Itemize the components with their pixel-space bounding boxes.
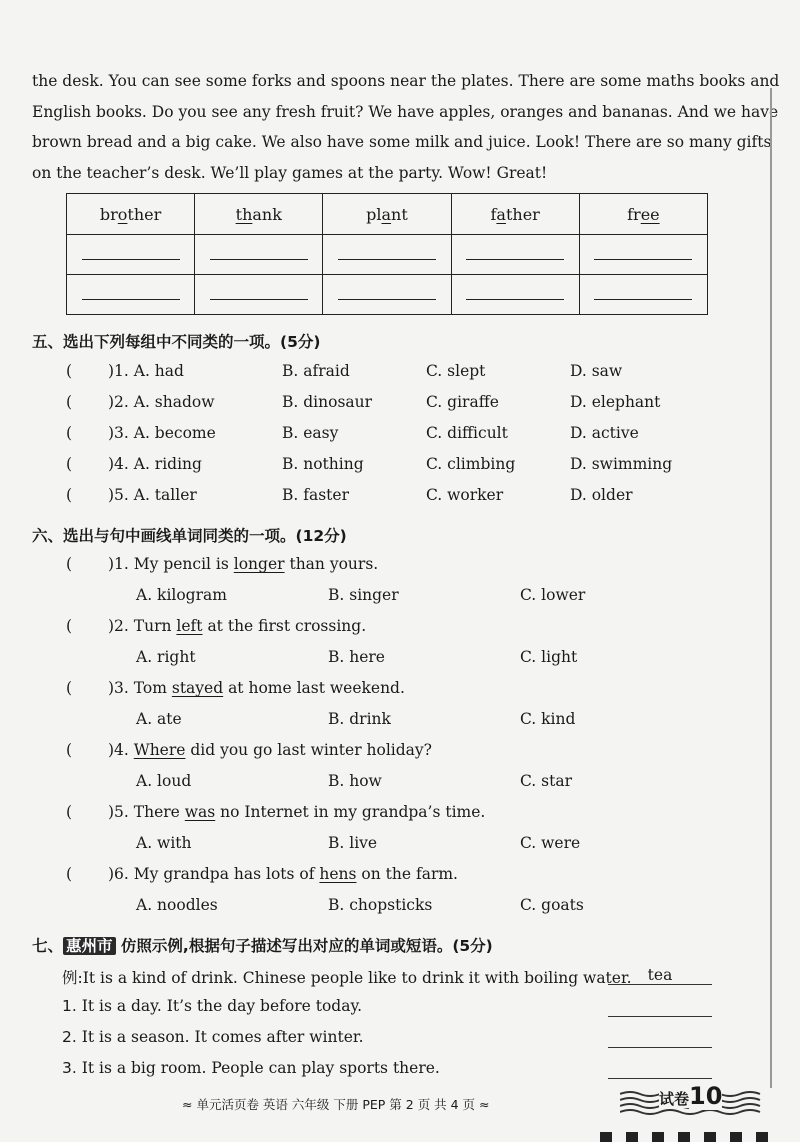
option-c: C. star [520,772,572,790]
phonics-word: free [579,194,707,235]
option-c: C. giraffe [426,393,499,411]
phonics-answer-row [67,235,708,275]
answer-blank[interactable] [210,285,308,300]
phonics-word: brother [67,194,195,235]
option-c: C. slept [426,362,486,380]
option-b: B. nothing [282,455,364,473]
answer-paren[interactable]: ( [66,486,73,504]
option-a: A. ate [136,710,182,728]
phonics-table [66,193,708,315]
phonics-word: father [451,194,579,235]
answer-blank[interactable] [594,245,692,260]
option-d: D. active [570,424,639,442]
option-d: D. older [570,486,633,504]
answer-blank[interactable] [82,285,180,300]
answer-paren[interactable]: ( [66,455,73,473]
option-a: A. noodles [136,896,218,914]
option-c: C. difficult [426,424,508,442]
underlined-word: Where [133,741,186,759]
passage-line: on the teacher’s desk. We’ll play games at the party. Wow! Great! [32,163,548,182]
option-a: )1. A. had [108,362,184,380]
example-answer: tea [608,966,712,985]
question-text: )2. Turn left at the first crossing. [108,617,367,635]
option-b: B. here [328,648,385,666]
option-b: B. drink [328,710,391,728]
section7-question: 2. It is a season. It comes after winter. [62,1028,364,1046]
page-footer: ≈ 单元活页卷 英语 六年级 下册 PEP 第 2 页 共 4 页 ≈ [182,1097,490,1112]
option-d: D. saw [570,362,623,380]
option-b: B. afraid [282,362,350,380]
section7-title: 七、 惠州市 仿照示例,根据句子描述写出对应的单词或短语。(5分) [32,937,493,955]
answer-paren[interactable]: ( [66,865,73,883]
option-b: B. singer [328,586,399,604]
option-d: D. swimming [570,455,673,473]
passage-line: English books. Do you see any fresh fruit? We have apples, oranges and bananas. And we have [32,102,779,121]
region-tag: 惠州市 [63,937,116,955]
answer-paren[interactable]: ( [66,424,73,442]
answer-paren[interactable]: ( [66,679,73,697]
question-text: )6. My grandpa has lots of hens on the farm. [108,865,458,883]
underlined-word: left [176,617,203,635]
question-text: )5. There was no Internet in my grandpa’s time. [108,803,486,821]
reading-passage [32,66,780,188]
option-a: )2. A. shadow [108,393,215,411]
option-c: C. light [520,648,578,666]
answer-paren[interactable]: ( [66,617,73,635]
option-b: B. how [328,772,382,790]
answer-paren[interactable]: ( [66,555,73,573]
option-c: C. kind [520,710,576,728]
answer-blank[interactable] [466,245,564,260]
option-c: C. lower [520,586,586,604]
option-c: C. climbing [426,455,516,473]
question-text: )3. Tom stayed at home last weekend. [108,679,405,697]
underlined-word: stayed [171,679,224,697]
page-binding-edge [770,88,780,1088]
phonics-answer-row [67,275,708,315]
option-a: A. kilogram [136,586,227,604]
answer-paren[interactable]: ( [66,393,73,411]
option-b: B. faster [282,486,349,504]
option-a: )5. A. taller [108,486,197,504]
option-b: B. easy [282,424,339,442]
option-a: )4. A. riding [108,455,202,473]
answer-blank[interactable] [338,285,436,300]
phonics-header-row [67,194,708,235]
option-a: A. loud [136,772,192,790]
option-b: B. live [328,834,378,852]
underlined-word: hens [319,865,357,883]
option-c: C. were [520,834,581,852]
answer-line[interactable] [608,1060,712,1079]
underlined-word: longer [233,555,285,573]
answer-blank[interactable] [338,245,436,260]
answer-blank[interactable] [82,245,180,260]
answer-line[interactable] [608,1029,712,1048]
phonics-word: thank [195,194,323,235]
passage-line: the desk. You can see some forks and spoons near the plates. There are some maths books and [32,72,780,90]
option-d: D. elephant [570,393,661,411]
section7-question: 1. It is a day. It’s the day before today. [62,997,363,1015]
answer-blank[interactable] [594,285,692,300]
section5-title: 五、选出下列每组中不同类的一项。(5分) [32,333,321,351]
option-b: B. chopsticks [328,896,433,914]
option-a: A. with [136,834,192,852]
answer-blank[interactable] [466,285,564,300]
option-b: B. dinosaur [282,393,373,411]
underlined-word: was [184,803,216,821]
question-text: )4. Where did you go last winter holiday? [108,741,432,759]
answer-paren[interactable]: ( [66,803,73,821]
answer-line[interactable] [608,998,712,1017]
option-c: C. worker [426,486,504,504]
answer-paren[interactable]: ( [66,741,73,759]
option-a: A. right [136,648,196,666]
section7-question: 3. It is a big room. People can play sports there. [62,1059,440,1077]
paper-number-badge: 试卷10 [659,1082,723,1110]
passage-line: brown bread and a big cake. We also have some milk and juice. Look! There are so many gifts [32,133,772,151]
answer-paren[interactable]: ( [66,362,73,380]
section7-example: 例:It is a kind of drink. Chinese people like to drink it with boiling water. [62,969,632,987]
answer-blank[interactable] [210,245,308,260]
bottom-marker-blocks [600,1128,780,1142]
option-c: C. goats [520,896,584,914]
phonics-word: plant [323,194,451,235]
question-text: )1. My pencil is longer than yours. [108,555,379,573]
section6-title: 六、选出与句中画线单词同类的一项。(12分) [32,527,347,545]
option-a: )3. A. become [108,424,216,442]
